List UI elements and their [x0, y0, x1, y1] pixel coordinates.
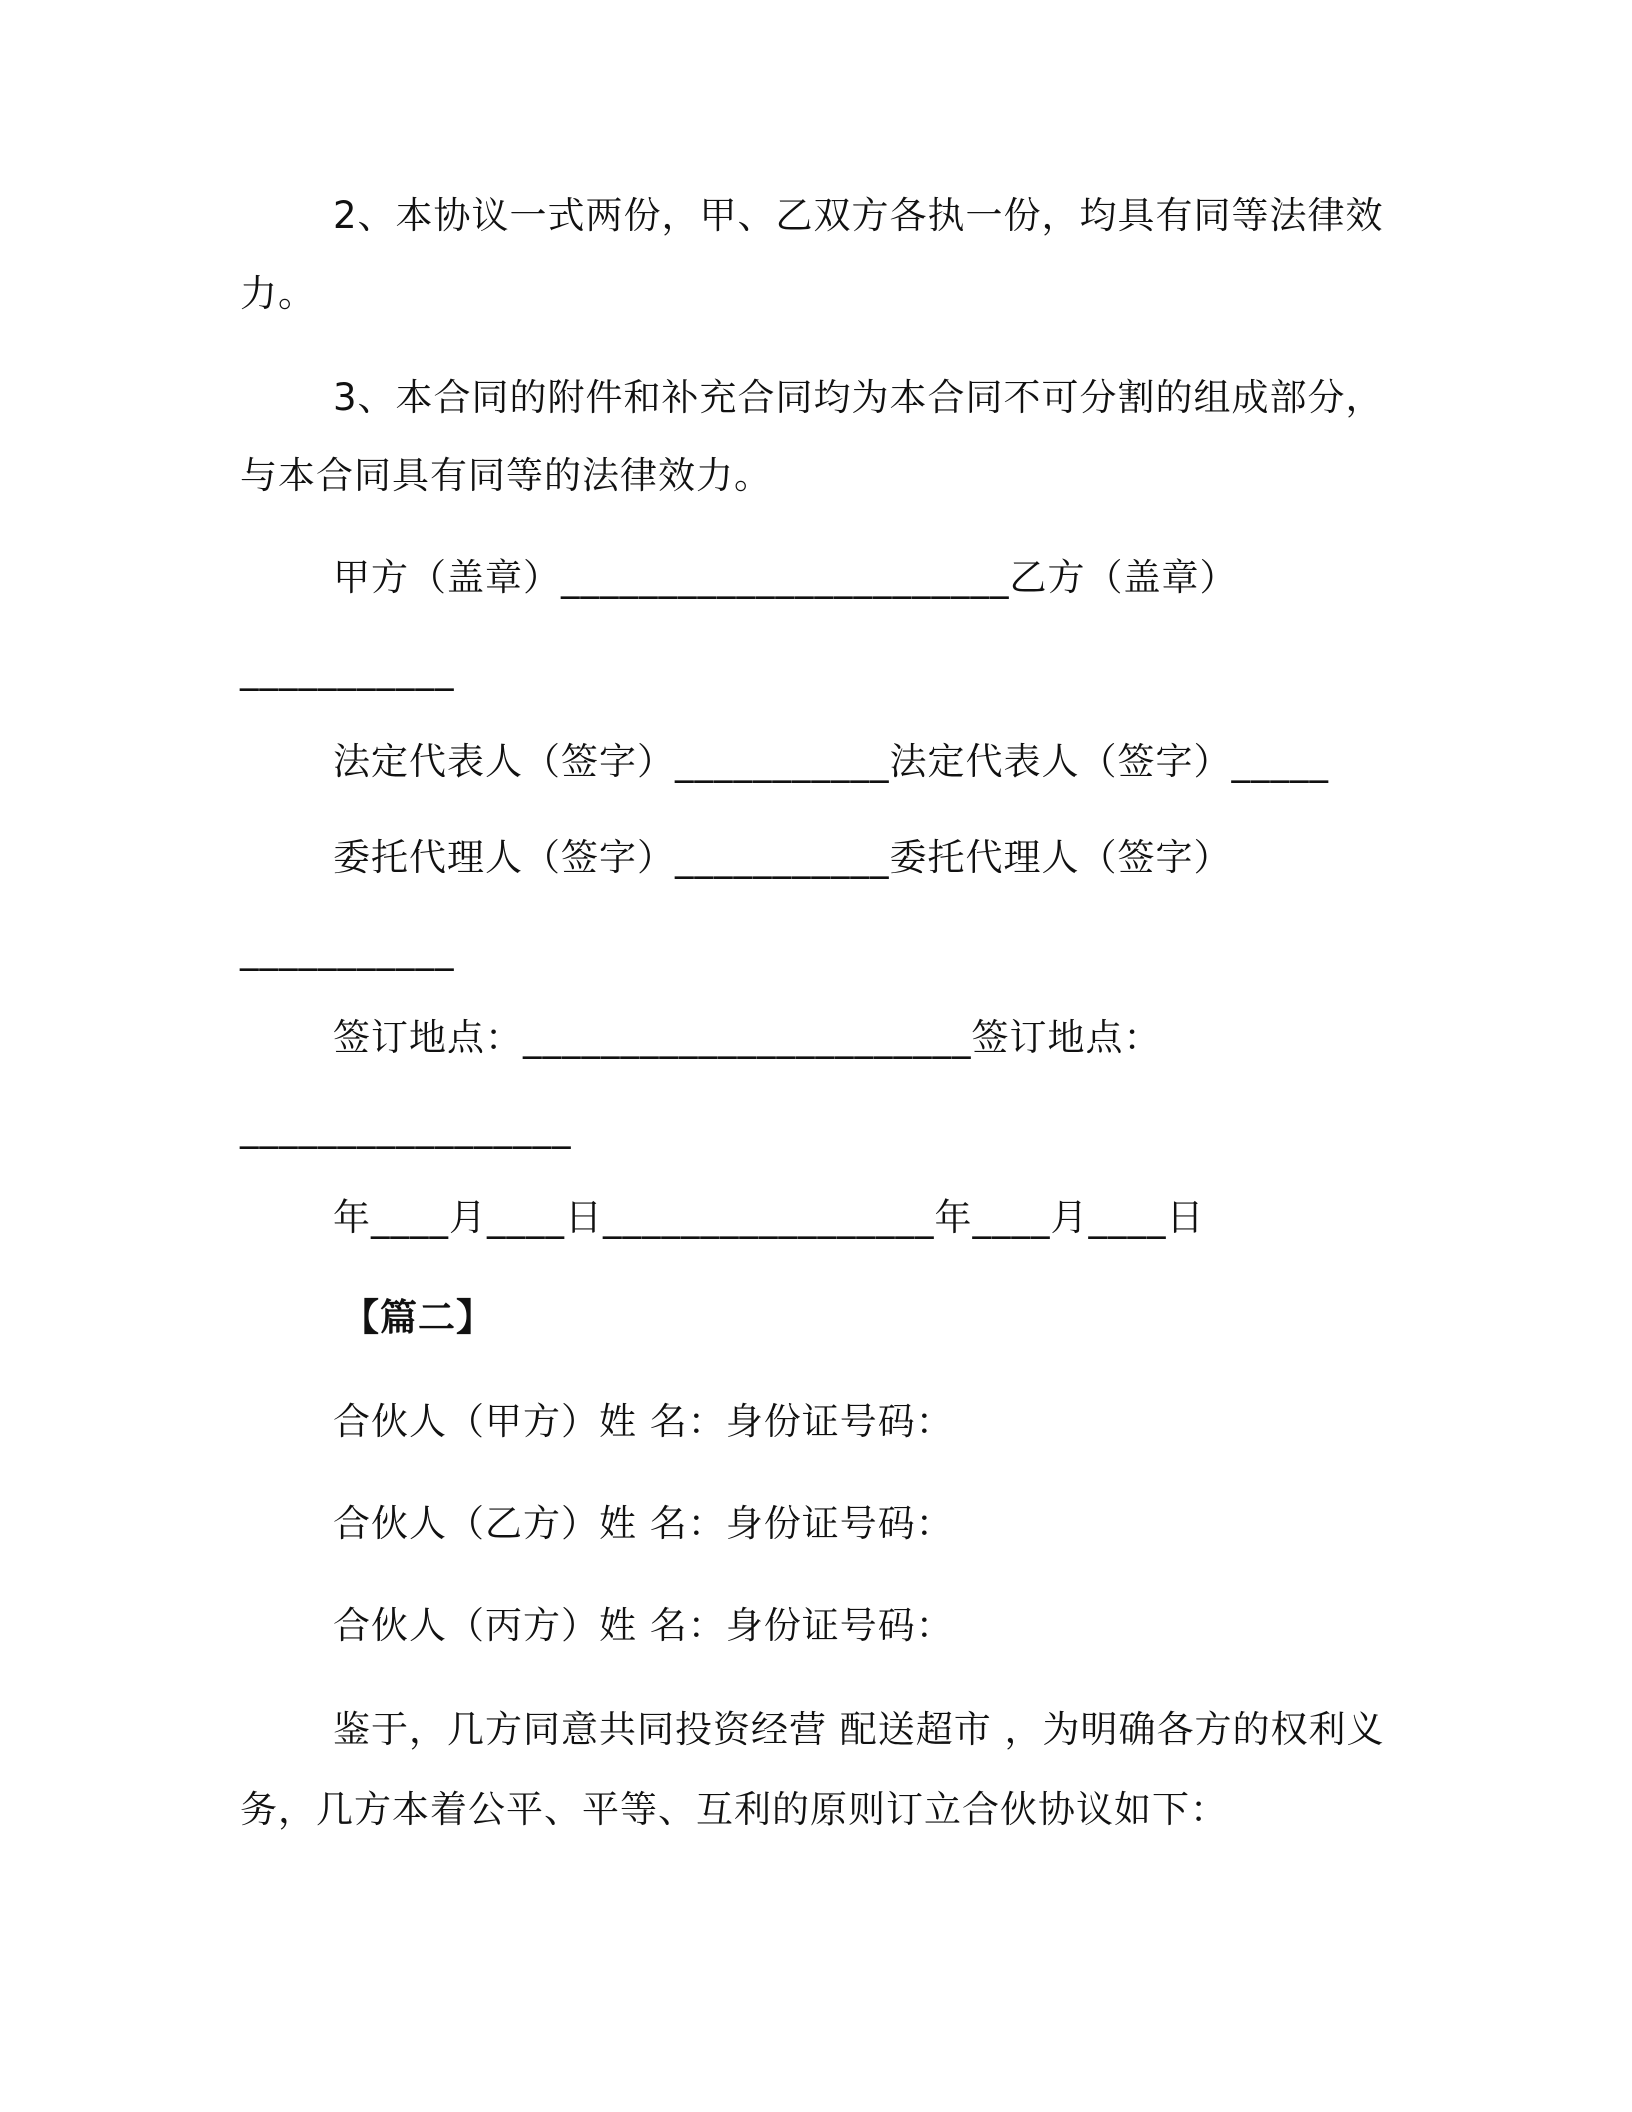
preamble-line-1: 鉴于，几方同意共同投资经营 配送超市 ，为明确各方的权利义: [333, 1708, 1385, 1751]
signing-place-line: 签订地点：_______________________签订地点：: [333, 1016, 1162, 1059]
section-heading: 【篇二】: [342, 1296, 494, 1339]
signing-date-line: 年____月____日_________________年____月____日: [333, 1196, 1205, 1239]
clause-2-line-2: 力。: [240, 272, 316, 315]
partner-a-line: 合伙人（甲方）姓 名：身份证号码：: [333, 1400, 954, 1443]
clause-2-line-1: 2、本协议一式两份，甲、乙双方各执一份，均具有同等法律效: [333, 194, 1384, 237]
party-seal-blank: ___________: [240, 648, 455, 691]
clause-3-line-2: 与本合同具有同等的法律效力。: [240, 454, 772, 497]
preamble-line-2: 务，几方本着公平、平等、互利的原则订立合伙协议如下：: [240, 1788, 1228, 1831]
signing-place-blank: _________________: [240, 1106, 572, 1149]
authorized-agent-line: 委托代理人（签字）___________委托代理人（签字）: [333, 836, 1232, 879]
authorized-agent-blank: ___________: [240, 928, 455, 971]
legal-representative-line: 法定代表人（签字）___________法定代表人（签字）_____: [333, 740, 1329, 783]
partner-c-line: 合伙人（丙方）姓 名：身份证号码：: [333, 1604, 954, 1647]
party-seal-line: 甲方（盖章）_______________________乙方（盖章）: [333, 556, 1238, 599]
clause-3-line-1: 3、本合同的附件和补充合同均为本合同不可分割的组成部分，: [333, 376, 1384, 419]
partner-b-line: 合伙人（乙方）姓 名：身份证号码：: [333, 1502, 954, 1545]
